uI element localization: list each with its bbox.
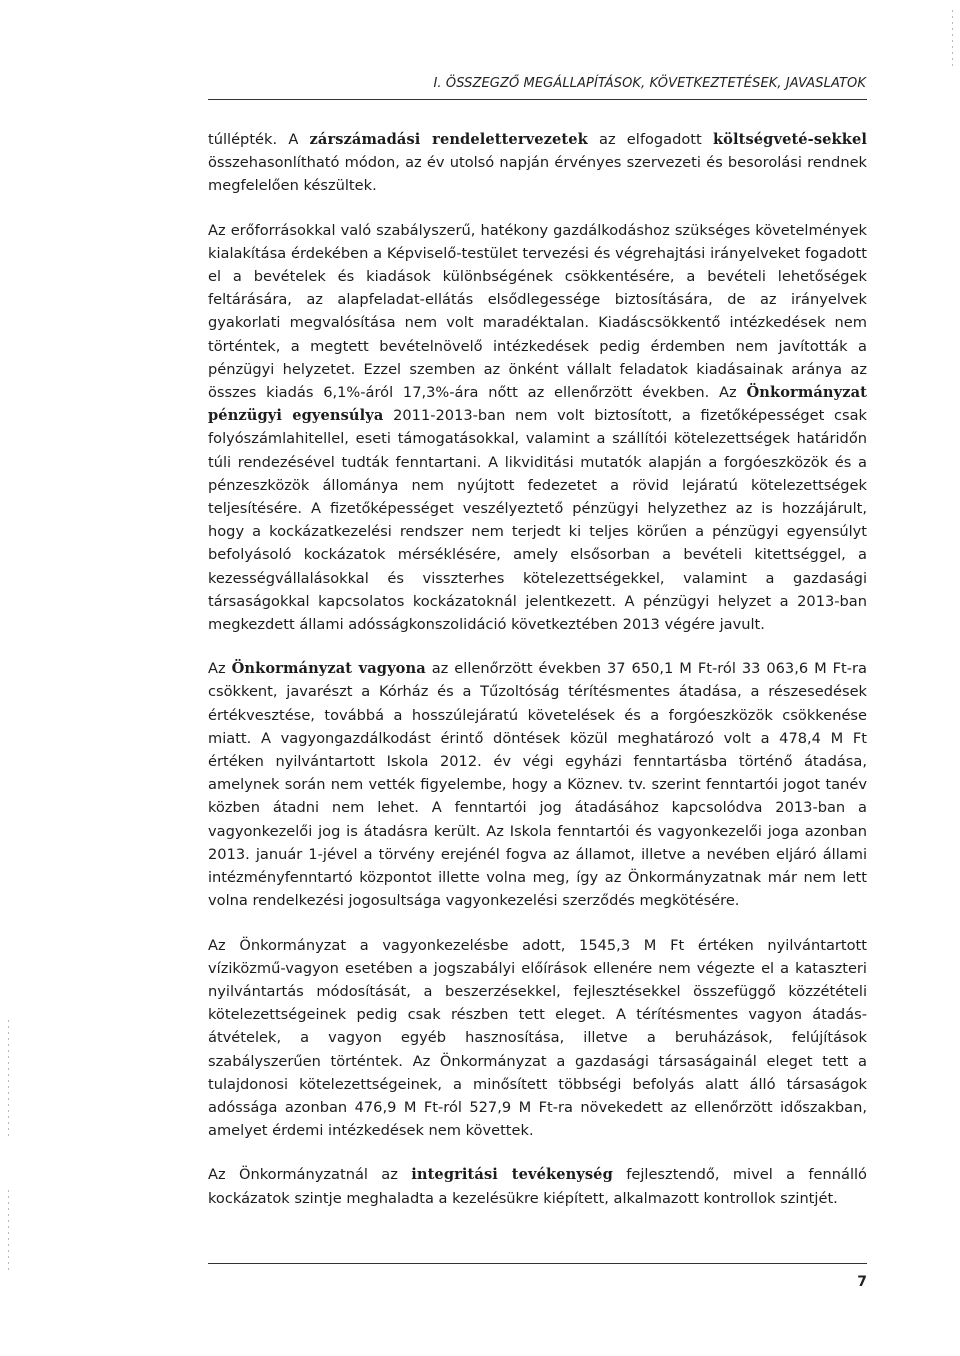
body-paragraph <box>208 219 867 637</box>
paragraph-text: Az Önkormányzat a vagyonkezelésbe adott, 1545,3 M Ft értéken nyilvántartott víziközmű-vagyon esetében a jogszabályi előírások ellenére nem végezte el a kataszteri nyilvántartás módosítását, a beszerzésekkel, fejlesztésekkel összefüggő közzétételi kötelezettségeinek pedig csak részben tett eleget. A térítésmentes vagyon átadás-átvételek, a vagyon egyéb hasznosítása, illetve a beruházások, felújítások szabályszerűen történtek. Az Önkormányzat a gazdasági társaságainál eleget tett a tulajdonosi kötelezettségeinek, a minősített többségi befolyás alatt álló társaságok adóssága azonban 476,9 M Ft-ról 527,9 M Ft-ra növekedett az ellenőrzött időszakban, amelyet érdemi intézkedések nem követtek. <box>208 936 867 1140</box>
body-paragraph <box>208 934 867 1143</box>
scan-margin-mark <box>8 1020 9 1140</box>
emphasized-term: zárszámadási rendelettervezetek <box>309 131 588 148</box>
paragraph-text: az elfogadott <box>587 131 713 148</box>
emphasized-term: költségveté-sekkel <box>712 131 867 148</box>
paragraph-text: Az erőforrásokkal való szabályszerű, hatékony gazdálkodáshoz szükséges követelmények kialakítása érdekében a Képviselő-testület tervezési és végrehajtási irányelveket fogadott el a bevételek és kiadások különbségének csökkentésére, a bevételi lehetőségek feltárására, az alapfeladat-ellátás elsődlegessége biztosítására, de az irányelvek gyakorlati megvalósítása nem volt maradéktalan. Kiadáscsökkentő intézkedések nem történtek, a megtett bevételnövelő intézkedések pedig érdemben nem javították a pénzügyi helyzetet. Ezzel szemben az önként vállalt feladatok kiadásainak aránya az összes kiadás 6,1%-áról 17,3%-ára nőtt az ellenőrzött években. Az <box>208 221 867 402</box>
paragraph-text: összehasonlítható módon, az év utolsó napján érvényes szervezeti és besorolási rendnek megfelelően készültek. <box>208 154 867 195</box>
footer-divider <box>208 1263 867 1264</box>
paragraph-text: túllépték. A <box>208 131 310 148</box>
emphasized-term: Önkormányzat pénzügyi egyensúlya <box>208 384 867 425</box>
paragraph-text: Az <box>208 660 232 678</box>
paragraph-text: Az Önkormányzatnál az <box>208 1166 412 1184</box>
paragraph-text: az ellenőrzött években 37 650,1 M Ft-ról 33 063,6 M Ft-ra csökkent, javarészt a Kórház és a Tűzoltóság térítésmentes átadása, a részesedések értékvesztése, továbbá a hosszúlejáratú követelések és a forgóeszközök csökkenése miatt. A vagyongazdálkodást érintő döntések közül meghatározó volt a 478,4 M Ft értéken nyilvántartott Iskola 2012. év végi egyházi fenntartásba történő átadása, amelynek során nem vették figyelembe, hogy a Köznev. tv. szerint fenntartói jogot tanév közben átadni nem lehet. A fenntartói jog átadásához kapcsolódva 2013-ban a vagyonkezelői jog is átadásra került. Az Iskola fenntartói és vagyonkezelői joga azonban 2013. január 1-jével a törvény erejénél fogva az államot, illetve a nevében eljáró állami intézményfenntartó központot illette volna meg, így az Önkormányzatnak már nem lett volna rendelkezési jogosultsága vagyonkezelési szerződés megkötésére. <box>208 660 867 910</box>
scan-margin-mark <box>8 1190 9 1270</box>
scan-margin-mark <box>952 10 953 70</box>
header-divider <box>208 99 867 100</box>
report-body <box>208 128 867 1231</box>
paragraph-text: fejlesztendő, mivel a fennálló kockázatok szintje meghaladta a kezelésükre kiépített, alkalmazott kontrollok szintjét. <box>208 1166 867 1207</box>
paragraph-text: 2011-2013-ban nem volt biztosított, a fizetőképességet csak folyószámlahitellel, eseti támogatásokkal, valamint a szállítói kötelezettségek határidőn túli rendezésével tudták fenntartani. A likviditási mutatók alapján a forgóeszközök és a pénzeszközök állománya nem nyújtott fedezetet a rövid lejáratú kötelezettségek teljesítésére. A fizetőképességet veszélyeztető pénzügyi helyzethez az is hozzájárult, hogy a kockázatkezelési rendszer nem terjedt ki teljes körűen a pénzügyi egyensúlyt befolyásoló kockázatok mérséklésére, amely elsősorban a bevételi kitettséggel, a kezességvállalásokkal és visszterhes kötelezettségekkel, valamint a gazdasági társaságokkal kapcsolatos kockázatoknál jelentkezett. A pénzügyi helyzet a 2013-ban megkezdett állami adósságkonszolidáció következtében 2013 végére javult. <box>208 407 867 634</box>
page-number: 7 <box>857 1274 867 1290</box>
body-paragraph <box>208 657 867 912</box>
emphasized-term: integritási tevékenység <box>411 1166 613 1184</box>
running-header-title: I. ÖSSZEGZŐ MEGÁLLAPÍTÁSOK, KÖVETKEZTETÉSEK, JAVASLATOK <box>433 76 866 91</box>
body-paragraph <box>208 128 867 198</box>
body-paragraph <box>208 1163 867 1209</box>
emphasized-term: Önkormányzat vagyona <box>231 660 426 678</box>
